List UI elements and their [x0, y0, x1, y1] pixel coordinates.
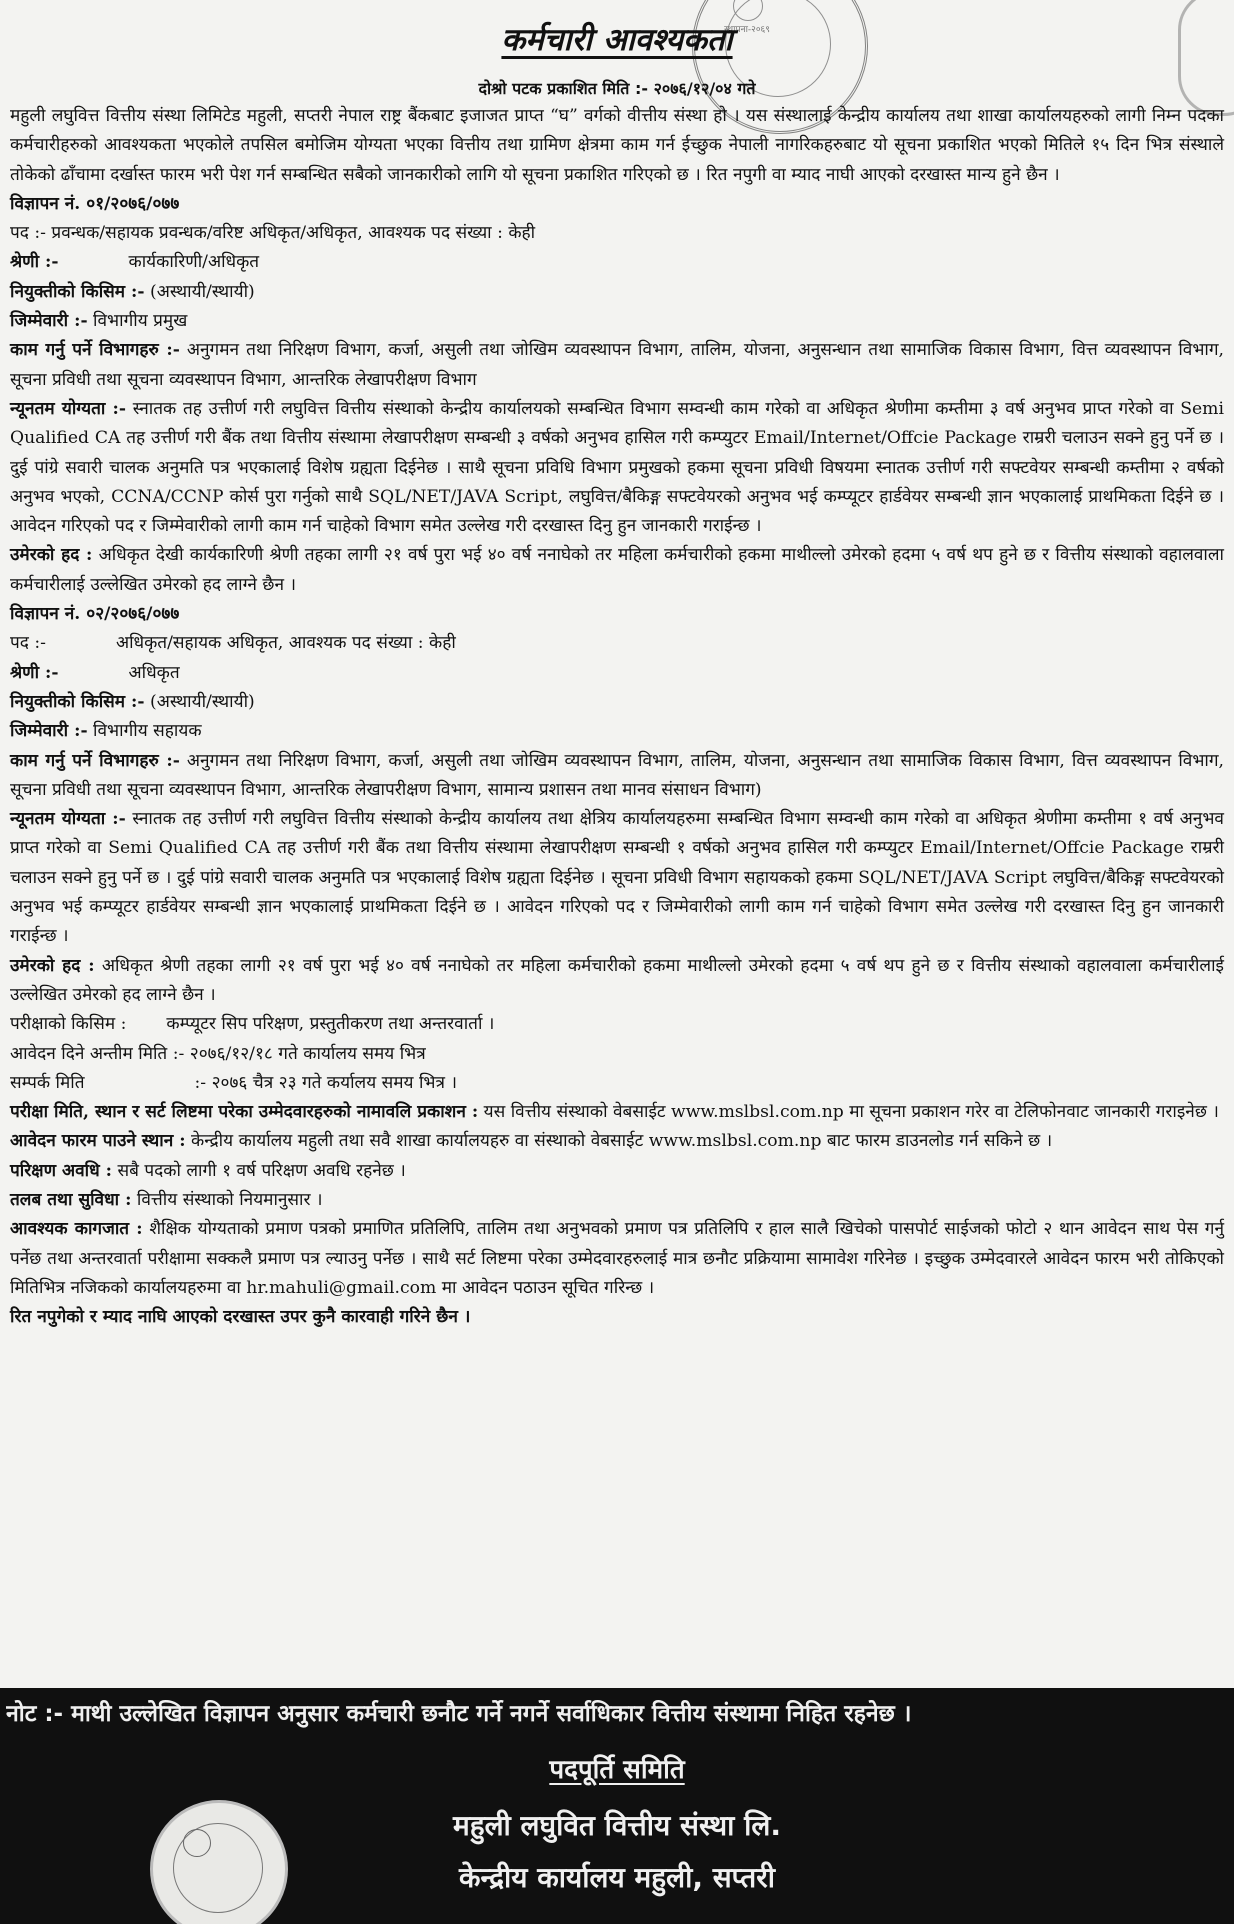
- ad1-departments: [10, 336, 1224, 395]
- ad2-qual-value: स्नातक तह उत्तीर्ण गरी लघुवित्त वित्तीय संस्थाको केन्द्रीय कार्यालय तथा क्षेत्रिय कार्यालयहरुमा सम्बन्धित विभाग सम्वन्धी काम गरेको वा अधिकृत श्रेणीमा कम्तीमा १ वर्ष अनुभव प्राप्त गरेको वा Semi Qualified CA तह उत्तीर्ण गरी बैंक तथा वित्तीय संस्थामा लेखापरीक्षण सम्बन्धी १ वर्षको अनुभव हासिल गरी कम्प्युटर Email/Internet/Offcie Package राम्ररी चलाउन सक्ने हुनु पर्ने छ । दुई पांग्रे सवारी चालक अनुमति पत्र भएकालाई विशेष ग्रह्यता दिईनेछ । सूचना प्रविधी विभाग सहायकको हकमा SQL/NET/JAVA Script लघुवित्त/बैकिङ्ग सफ्टवेयरको अनुभव भई कम्प्यूटर हार्डवेयर सम्बन्धी ज्ञान भएकालाई प्राथमिकता दिईने छ । आवेदन गरिएको पद र जिम्मेवारीको लागी काम गर्न चाहेको विभाग समेत उल्लेख गरी दरखास्त दिनु हुन जानकारी गराईन्छ ।: [10, 809, 1224, 947]
- ad2-level-value: अधिकृत: [128, 662, 180, 683]
- ad1-qualification: [10, 395, 1224, 541]
- application-deadline: [10, 1040, 1224, 1069]
- ad2-level: [10, 659, 1224, 688]
- ad1-age-limit: [10, 541, 1224, 600]
- ad1-level: [10, 248, 1224, 277]
- ad2-age-label: उमेरको हद :: [10, 955, 95, 976]
- intro-paragraph: महुली लघुवित्त वित्तीय संस्था लिमिटेड महुली, सप्तरी नेपाल राष्ट्र बैंकबाट इजाजत प्राप्त “घ” वर्गको वीत्तीय संस्था हो । यस संस्थालाई केन्द्रीय कार्यालय तथा शाखा कार्यालयहरुको लागी निम्न पदका कर्मचारीहरुको आवश्यकता भएकोले तपसिल बमोजिम योग्यता भएका वित्तीय तथा ग्रामिण क्षेत्रमा काम गर्न ईच्छुक नेपाली नागरिकहरुबाट यो सूचना प्रकाशित भएको मितिले १५ दिन भित्र संस्थाले तोकेको ढाँचामा दर्खास्त फारम भरी पेश गर्न सम्बन्धित सबैको जानकारीको लागि यो सूचना प्रकाशित गरिएको छ । रित नपुगी वा म्याद नाघी आएको दरखास्त मान्य हुने छैन ।: [10, 106, 1224, 185]
- docs-value: शैक्षिक योग्यताको प्रमाण पत्रको प्रमाणित प्रतिलिपि, तालिम तथा अनुभवको प्रमाण पत्र प्रतिलिपि र हाल सालै खिचेको पासपोर्ट साईजको फोटो २ थान आवेदन साथ पेस गर्नु पर्नेछ तथा अन्तरवार्ता परीक्षामा सक्कलै प्रमाण पत्र ल्याउनु पर्नेछ । साथै सर्ट लिष्टमा परेका उम्मेदवारहरुलाई मात्र छनौट प्रक्रियामा सामावेश गरिनेछ । इच्छुक उम्मेदवारले आवेदन फारम भरी तोकिएको मितिभित्र नजिकको कार्यालयहरुमा वा hr.mahuli@gmail.com मा आवेदन पठाउन सूचित गरिन्छ ।: [10, 1219, 1224, 1298]
- shortlist-label: परीक्षा मिति, स्थान र सर्ट लिष्टमा परेका उम्मेदवारहरुको नामावलि प्रकाशन :: [10, 1102, 479, 1123]
- exam-label: परीक्षाको किसिम :: [10, 1014, 127, 1035]
- salary-benefits: [10, 1186, 1224, 1215]
- ad2-appt-label: नियुक्तीको किसिम :-: [10, 691, 145, 712]
- ad2-resp-label: जिम्मेवारी :-: [10, 721, 88, 742]
- ad2-dept-label: काम गर्नु पर्ने विभागहरु :-: [10, 750, 180, 771]
- probation-label: परिक्षण अवधि :: [10, 1160, 113, 1181]
- form-location: [10, 1127, 1224, 1156]
- form-label: आवेदन फारम पाउने स्थान :: [10, 1131, 186, 1152]
- organization-address: केन्द्रीय कार्यालय महुली, सप्तरी: [459, 1861, 775, 1894]
- ad2-departments: [10, 747, 1224, 806]
- ad1-appointment: [10, 278, 1224, 307]
- ad1-level-value: कार्यकारिणी/अधिकृत: [128, 252, 260, 273]
- ad2-appointment: [10, 688, 1224, 717]
- probation-period: [10, 1157, 1224, 1186]
- exam-type: [10, 1010, 1224, 1039]
- probation-value: सबै पदको लागी १ वर्ष परिक्षण अवधि रहनेछ ।: [117, 1160, 406, 1181]
- ad1-qual-label: न्यूनतम योग्यता :-: [10, 398, 127, 419]
- ad2-number: विज्ञापन नं. ०२/२०७६/०७७: [10, 604, 180, 625]
- ad1-appt-label: नियुक्तीको किसिम :-: [10, 281, 145, 302]
- ad1-responsibility: [10, 307, 1224, 336]
- ad1-number: विज्ञापन नं. ०१/२०७६/०७७: [10, 193, 180, 214]
- ad2-age-limit: [10, 952, 1224, 1011]
- publication-date: दोश्रो पटक प्रकाशित मिति :- २०७६/१२/०४ गते: [478, 79, 756, 98]
- ad1-post-label: पद :-: [10, 223, 46, 244]
- ad2-dept-value: अनुगमन तथा निरिक्षण विभाग, कर्जा, असुली तथा जोखिम व्यवस्थापन विभाग, तालिम, योजना, अनुसन्धान तथा सामाजिक विकास विभाग, वित्त व्यवस्थापन विभाग, सूचना प्रविधी तथा सूचना व्यवस्थापन विभाग, आन्तरिक लेखापरीक्षण विभाग, सामान्य प्रशासन तथा मानव संसाधन विभाग): [10, 750, 1225, 800]
- seal-text: स्थापना-२०६९: [724, 25, 770, 35]
- ad1-dept-label: काम गर्नु पर्ने विभागहरु :-: [10, 340, 180, 361]
- ad1-resp-label: जिम्मेवारी :-: [10, 311, 88, 332]
- ad2-post-label: पद :-: [10, 633, 46, 654]
- notice-body: [10, 102, 1224, 1332]
- docs-label: आवश्यक कागजात :: [10, 1219, 143, 1240]
- ad1-level-label: श्रेणी :-: [10, 252, 59, 273]
- ad2-responsibility: [10, 717, 1224, 746]
- contact-value: :- २०७६ चैत्र २३ गते कर्यालय समय भित्र ।: [194, 1072, 457, 1093]
- ad2-qualification: [10, 805, 1224, 951]
- ad2-age-value: अधिकृत श्रेणी तहका लागी २१ वर्ष पुरा भई ४० वर्ष ननाघेको तर महिला कर्मचारीको हकमा माथील्लो उमेरको हदमा ५ वर्ष थप हुने छ र वित्तीय संस्थाको वहालवाला कर्मचारीलाई उल्लेखित उमेरको हद लाग्ने छैन ।: [10, 955, 1224, 1005]
- deadline-label: आवेदन दिने अन्तीम मिति :-: [10, 1043, 185, 1064]
- deadline-value: २०७६/१२/१८ गते कार्यालय समय भित्र: [189, 1043, 426, 1064]
- required-documents: [10, 1215, 1224, 1303]
- ad1-post: [10, 219, 1224, 248]
- shortlist-publication: [10, 1098, 1224, 1127]
- ad2-post: [10, 629, 1224, 658]
- ad1-dept-value: अनुगमन तथा निरिक्षण विभाग, कर्जा, असुली तथा जोखिम व्यवस्थापन विभाग, तालिम, योजना, अनुसन्धान तथा सामाजिक विकास विभाग, वित्त व्यवस्थापन विभाग, सूचना प्रविधी तथा सूचना व्यवस्थापन विभाग, आन्तरिक लेखापरीक्षण विभाग: [10, 340, 1225, 390]
- final-statement: रित नपुगेको र म्याद नाघि आएको दरखास्त उपर कुनै कारवाही गरिने छैन ।: [10, 1307, 471, 1328]
- footer-note: नोट :- माथी उल्लेखित विज्ञापन अनुसार कर्मचारी छनौट गर्ने नगर्ने सर्वाधिकार वित्तीय संस्थामा निहित रहनेछ ।: [6, 1701, 912, 1727]
- salary-label: तलब तथा सुविधा :: [10, 1189, 132, 1210]
- ad1-appt-value: (अस्थायी/स्थायी): [150, 281, 255, 302]
- contact-date: [10, 1069, 1224, 1098]
- footer-band: [0, 1688, 1234, 1924]
- ad1-post-value: प्रवन्धक/सहायक प्रवन्धक/वरिष्ट अधिकृत/अधिकृत, आवश्यक पद संख्या : केही: [51, 223, 536, 244]
- ad2-post-value: अधिकृत/सहायक अधिकृत, आवश्यक पद संख्या : केही: [115, 633, 456, 654]
- notice-title: कर्मचारी आवश्यकता: [501, 22, 733, 58]
- contact-label: सम्पर्क मिति: [10, 1072, 85, 1093]
- form-value: केन्द्रीय कार्यालय महुली तथा सवै शाखा कार्यालयहरु वा संस्थाको वेबसाईट www.mslbsl.com.np बाट फारम डाउनलोड गर्न सकिने छ ।: [191, 1131, 1053, 1152]
- ad2-appt-value: (अस्थायी/स्थायी): [150, 691, 255, 712]
- committee-name: पदपूर्ति समिति: [549, 1755, 685, 1785]
- ad1-qual-value: स्नातक तह उत्तीर्ण गरी लघुवित्त वित्तीय संस्थाको केन्द्रीय कार्यालयको सम्बन्धित विभाग सम्वन्धी काम गरेको वा अधिकृत श्रेणीमा कम्तीमा ३ वर्ष अनुभव प्राप्त गरेको वा Semi Qualified CA तह उत्तीर्ण गरी बैंक तथा वित्तीय संस्थामा लेखापरीक्षण सम्बन्धी ३ वर्षको अनुभव हासिल गरी कम्प्युटर Email/Internet/Offcie Package राम्ररी चलाउन सक्ने हुनु पर्ने छ । दुई पांग्रे सवारी चालक अनुमति पत्र भएकालाई विशेष ग्रह्यता दिईनेछ । साथै सूचना प्रविधि विभाग प्रमुखको हकमा सूचना प्रविधी विषयमा स्नातक उत्तीर्ण गरी सफ्टवेयर सम्बन्धी कम्तीमा २ वर्षको अनुभव भएको, CCNA/CCNP कोर्स पुरा गर्नुको साथै SQL/NET/JAVA Script, लघुवित्त/बैकिङ्ग सफ्टवेयरको अनुभव भई कम्प्यूटर हार्डवेयर सम्बन्धी ज्ञान भएकालाई प्राथमिकता दिईने छ । आवेदन गरिएको पद र जिम्मेवारीको लागी काम गर्न चाहेको विभाग समेत उल्लेख गरी दरखास्त दिनु हुन जानकारी गराईन्छ ।: [10, 398, 1224, 537]
- ad1-resp-value: विभागीय प्रमुख: [93, 311, 188, 332]
- organization-name: महुली लघुवित वित्तीय संस्था लि.: [452, 1809, 782, 1842]
- ad2-level-label: श्रेणी :-: [10, 662, 59, 683]
- ad2-resp-value: विभागीय सहायक: [93, 721, 202, 742]
- exam-value: कम्प्यूटर सिप परिक्षण, प्रस्तुतीकरण तथा अन्तरवार्ता ।: [166, 1014, 495, 1035]
- ad1-age-label: उमेरको हद :: [10, 545, 93, 566]
- salary-value: वित्तीय संस्थाको नियमानुसार ।: [136, 1189, 323, 1210]
- ad1-age-value: अधिकृत देखी कार्यकारिणी श्रेणी तहका लागी २१ वर्ष पुरा भई ४० वर्ष ननाघेको तर महिला कर्मचारीको हकमा माथील्लो उमेरको हदमा ५ वर्ष थप हुने छ र वित्तीय संस्थाको वहालवाला कर्मचारीलाई उल्लेखित उमेरको हद लाग्ने छैन ।: [10, 545, 1224, 595]
- shortlist-value: यस वित्तीय संस्थाको वेबसाईट www.mslbsl.com.np मा सूचना प्रकाशन गरेर वा टेलिफोनवाट जानकारी गराइनेछ ।: [483, 1102, 1219, 1123]
- ad2-qual-label: न्यूनतम योग्यता :-: [10, 809, 126, 830]
